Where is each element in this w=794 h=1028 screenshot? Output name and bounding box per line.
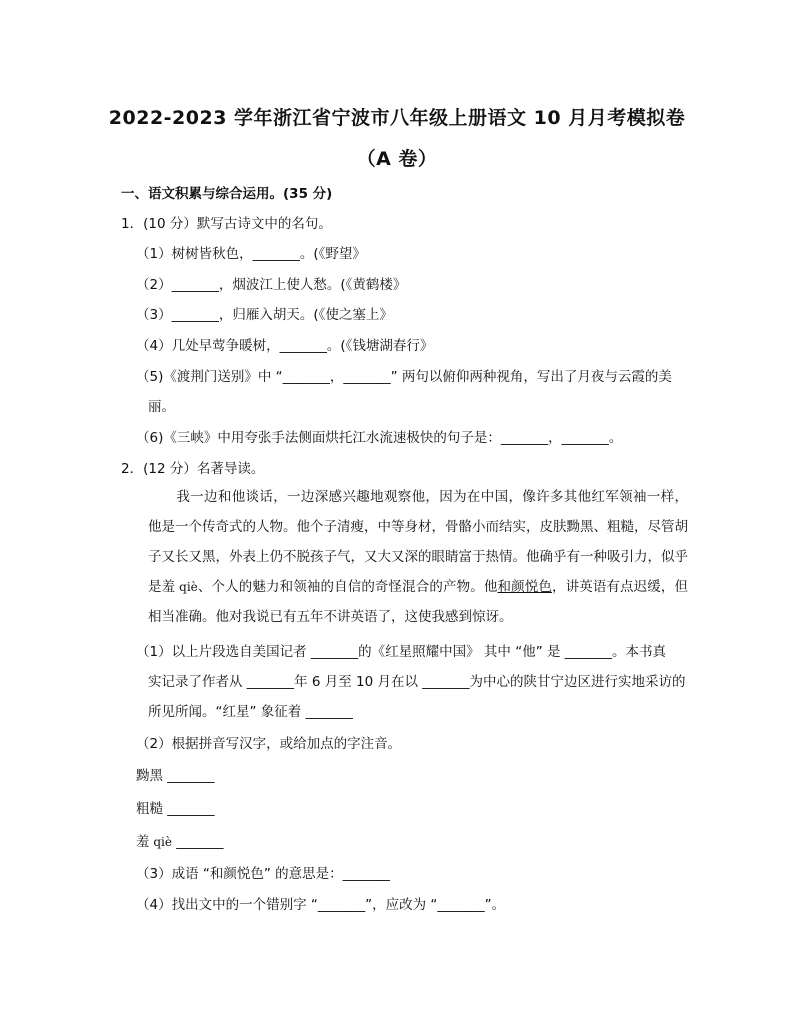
- passage-underlined-idiom: 和颜悦色: [497, 579, 552, 595]
- q1-item-6: （6)《三峡》中用夸张手法侧面烘托江水流速极快的句子是：_______，_______。: [136, 430, 623, 446]
- q1-item-5-cont: 丽。: [148, 399, 175, 415]
- q2-sub1-line3: 所见所闻。“红星” 象征着 _______: [148, 704, 353, 720]
- passage-part-2: 、个人的魅力和领袖的自信的奇怪混合的产物。他: [197, 579, 498, 595]
- q2-sub1-line1: （1）以上片段选自美国记者 _______的《红星照耀中国》 其中 “他” 是 _______。本书真: [136, 644, 667, 660]
- q2-sub2-item-3-char: 羞: [136, 834, 150, 850]
- q2-sub2-item-1: 黝黑 _______: [136, 768, 215, 784]
- q1-item-3: （3）_______，归雁入胡天。(《使之塞上》: [136, 307, 393, 323]
- q2-sub2-item-2: 粗糙 _______: [136, 801, 215, 817]
- passage-pinyin: qiè: [175, 580, 198, 594]
- document-subtitle: （A 卷）: [356, 148, 438, 170]
- q1-item-1: （1）树树皆秋色，_______。(《野望》: [136, 246, 366, 262]
- q2-sub2-item-3-pinyin: qiè: [149, 835, 172, 849]
- question-2-stem: 2．(12 分）名著导读。: [121, 461, 265, 477]
- passage-part-1: 我一边和他谈话，一边深感兴趣地观察他，因为在中国，像许多其他红军领袖一样，他是一个传奇式的人物。他个子清瘦，中等身材，骨骼小而结实，皮肤黝黑、粗糙，尽管胡子又长又黑，外表上仍不脱孩子气，又大又深的眼睛富于热情。他确乎有一种吸引力，似乎是羞: [148, 489, 688, 595]
- q2-sub2: （2）根据拼音写汉字，或给加点的字注音。: [136, 736, 402, 752]
- reading-passage: [148, 482, 688, 632]
- q1-item-4: （4）几处早莺争暖树，_______。(《钱塘湖春行》: [136, 338, 434, 354]
- document-title: 2022-2023 学年浙江省宁波市八年级上册语文 10 月月考模拟卷: [108, 107, 686, 129]
- q2-sub4: （4）找出文中的一个错别字 “_______”，应改为 “_______”。: [136, 897, 506, 913]
- q2-sub3: （3）成语 “和颜悦色” 的意思是：_______: [136, 866, 390, 882]
- q2-sub2-item-3: [136, 830, 223, 850]
- question-1-stem: 1．(10 分）默写古诗文中的名句。: [121, 216, 332, 232]
- passage-part-3: ，讲英语有点迟缓，但相当准确。他对我说已有五年不讲英语了，这使我感到惊讶。: [148, 579, 689, 625]
- section-heading: 一、语文积累与综合运用。(35 分): [121, 186, 333, 202]
- q2-sub2-item-3-blank: _______: [171, 834, 224, 850]
- q1-item-2: （2）_______，烟波江上使人愁。(《黄鹤楼》: [136, 277, 407, 293]
- q1-item-5: （5)《渡荆门送别》中 “_______，_______” 两句以俯仰两种视角，写出了月夜与云霞的美: [136, 369, 672, 385]
- q2-sub1-line2: 实记录了作者从 _______年 6 月至 10 月在以 _______为中心的陕甘宁边区进行实地采访的: [148, 674, 686, 690]
